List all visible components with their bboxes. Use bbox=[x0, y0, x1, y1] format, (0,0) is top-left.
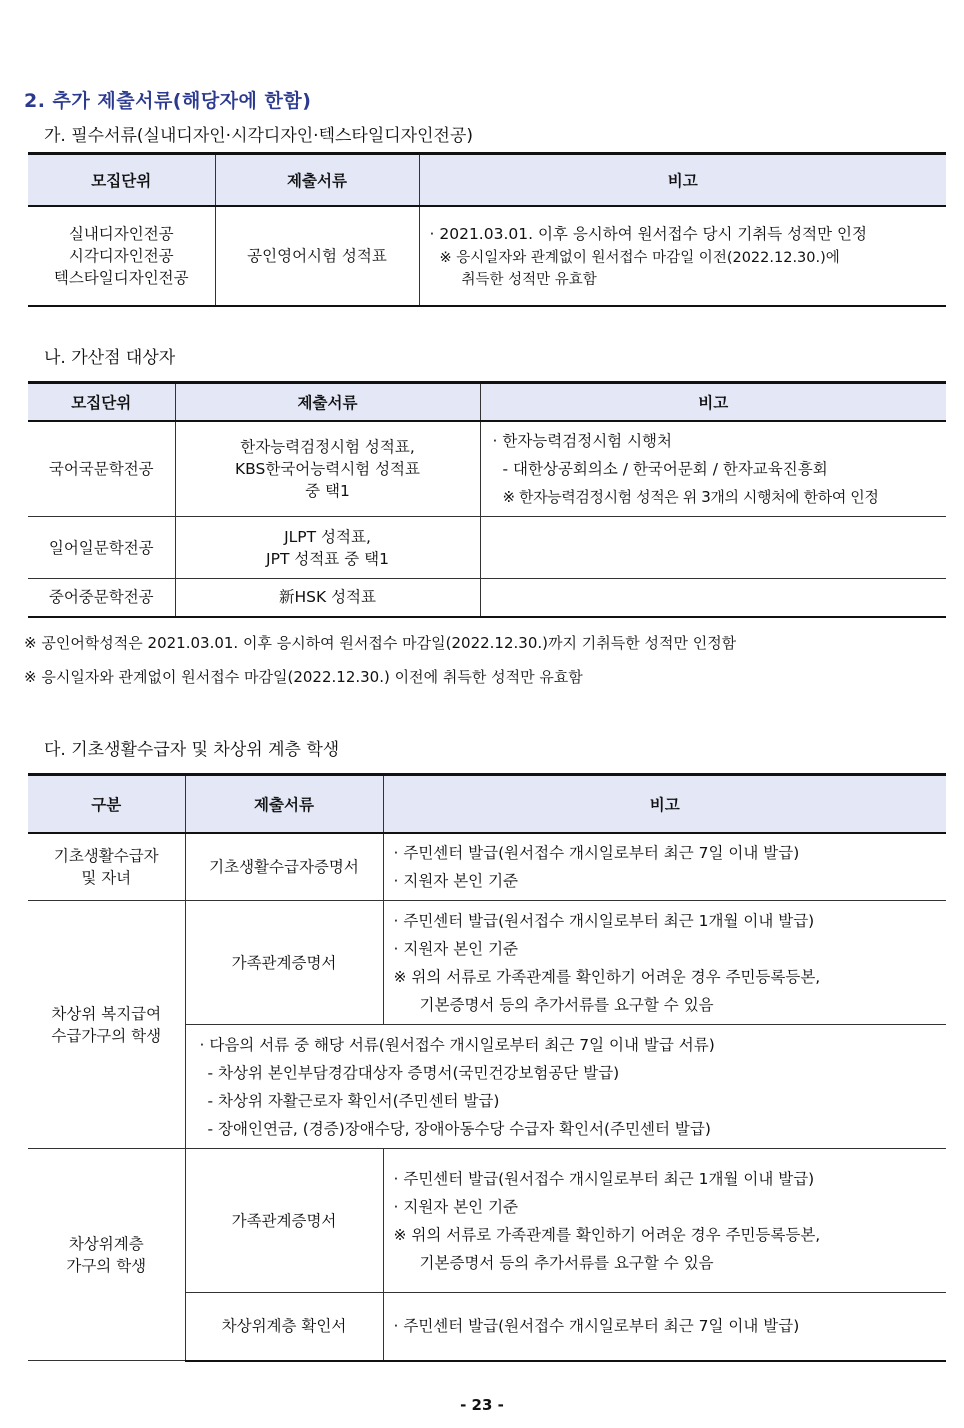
doc-cell: 가족관계증명서 bbox=[185, 1149, 383, 1293]
extra-docs-cell bbox=[185, 1025, 946, 1149]
note-cell: · 주민센터 발급(원서접수 개시일로부터 최근 7일 이내 발급) bbox=[383, 1293, 946, 1361]
unit-cell: 일어일문학전공 bbox=[28, 517, 175, 579]
low-income-documents-table bbox=[28, 773, 946, 1362]
category-line: 차상위 복지급여 bbox=[51, 1004, 162, 1023]
category-line: 기초생활수급자 bbox=[53, 846, 159, 865]
doc-line: JLPT 성적표, bbox=[284, 527, 371, 546]
doc-cell: 공인영어시험 성적표 bbox=[215, 206, 419, 306]
unit-cell: 국어국문학전공 bbox=[28, 421, 175, 517]
bonus-documents-table bbox=[28, 381, 946, 618]
note-line: · 지원자 본인 기준 bbox=[393, 939, 519, 958]
note-line: ※ 한자능력검정시험 성적은 위 3개의 시행처에 한하여 인정 bbox=[502, 487, 879, 506]
note-line: - 대한상공회의소 / 한국어문회 / 한자교육진흥회 bbox=[502, 459, 828, 478]
note-cell bbox=[383, 833, 946, 901]
category-cell bbox=[28, 901, 185, 1149]
unit-line: 텍스타일디자인전공 bbox=[53, 268, 189, 287]
note-cell bbox=[419, 206, 946, 306]
note-line: ※ 응시일자와 관계없이 원서접수 마감일 이전(2022.12.30.)에 bbox=[439, 249, 840, 266]
doc-cell: 가족관계증명서 bbox=[185, 901, 383, 1025]
unit-line: 실내디자인전공 bbox=[68, 224, 174, 243]
note-line: · 주민센터 발급(원서접수 개시일로부터 최근 1개월 이내 발급) bbox=[393, 1169, 815, 1188]
subsection-a-title: 가. 필수서류(실내디자인·시각디자인·텍스타일디자인전공) bbox=[44, 126, 474, 146]
header-note: 비고 bbox=[383, 775, 946, 833]
header-note: 비고 bbox=[480, 383, 946, 421]
doc-line: 한자능력검정시험 성적표, bbox=[240, 437, 415, 456]
category-line: 수급가구의 학생 bbox=[51, 1026, 162, 1045]
footnote: ※ 응시일자와 관계없이 원서접수 마감일(2022.12.30.) 이전에 취득한 성적만 유효함 bbox=[24, 668, 583, 686]
doc-line: KBS한국어능력시험 성적표 bbox=[234, 459, 421, 478]
note-cell bbox=[383, 1149, 946, 1293]
note-line: 취득한 성적만 유효함 bbox=[461, 271, 597, 288]
doc-cell: 차상위계층 확인서 bbox=[185, 1293, 383, 1361]
note-line: · 주민센터 발급(원서접수 개시일로부터 최근 7일 이내 발급) bbox=[393, 843, 800, 862]
doc-cell: 新HSK 성적표 bbox=[175, 579, 480, 617]
extra-line: - 차상위 자활근로자 확인서(주민센터 발급) bbox=[207, 1091, 500, 1110]
header-unit: 모집단위 bbox=[28, 383, 175, 421]
extra-line: - 장애인연금, (경증)장애수당, 장애아동수당 수급자 확인서(주민센터 발급) bbox=[207, 1119, 711, 1138]
doc-line: 중 택1 bbox=[305, 481, 350, 500]
note-line: 기본증명서 등의 추가서류를 요구할 수 있음 bbox=[419, 1253, 714, 1272]
note-line: · 주민센터 발급(원서접수 개시일로부터 최근 1개월 이내 발급) bbox=[393, 911, 815, 930]
required-documents-table bbox=[28, 152, 946, 307]
doc-cell bbox=[175, 421, 480, 517]
doc-cell bbox=[175, 517, 480, 579]
note-cell-empty bbox=[480, 579, 946, 617]
header-doc: 제출서류 bbox=[175, 383, 480, 421]
header-note: 비고 bbox=[419, 154, 946, 206]
note-cell-empty bbox=[480, 517, 946, 579]
note-line: · 지원자 본인 기준 bbox=[393, 1197, 519, 1216]
extra-line: · 다음의 서류 중 해당 서류(원서접수 개시일로부터 최근 7일 이내 발급 서류) bbox=[199, 1035, 715, 1054]
category-line: 차상위계층 bbox=[68, 1234, 144, 1253]
unit-line: 시각디자인전공 bbox=[68, 246, 174, 265]
extra-line: - 차상위 본인부담경감대상자 증명서(국민건강보험공단 발급) bbox=[207, 1063, 620, 1082]
note-line: 기본증명서 등의 추가서류를 요구할 수 있음 bbox=[419, 995, 714, 1014]
note-line: ※ 위의 서류로 가족관계를 확인하기 어려운 경우 주민등록등본, bbox=[393, 1225, 821, 1244]
category-line: 및 자녀 bbox=[81, 868, 132, 887]
header-doc: 제출서류 bbox=[215, 154, 419, 206]
note-cell bbox=[480, 421, 946, 517]
header-doc: 제출서류 bbox=[185, 775, 383, 833]
unit-cell bbox=[28, 206, 215, 306]
section-title: 2. 추가 제출서류(해당자에 한함) bbox=[24, 90, 312, 112]
category-line: 가구의 학생 bbox=[66, 1256, 147, 1275]
header-unit: 모집단위 bbox=[28, 154, 215, 206]
doc-cell: 기초생활수급자증명서 bbox=[185, 833, 383, 901]
note-cell bbox=[383, 901, 946, 1025]
doc-line: JPT 성적표 중 택1 bbox=[266, 549, 389, 568]
footnote: ※ 공인어학성적은 2021.03.01. 이후 응시하여 원서접수 마감일(2022.12.30.)까지 기취득한 성적만 인정함 bbox=[24, 634, 737, 652]
note-line: · 지원자 본인 기준 bbox=[393, 871, 519, 890]
header-category: 구분 bbox=[28, 775, 185, 833]
note-line: ※ 위의 서류로 가족관계를 확인하기 어려운 경우 주민등록등본, bbox=[393, 967, 821, 986]
subsection-c-title: 다. 기초생활수급자 및 차상위 계층 학생 bbox=[44, 740, 340, 760]
category-cell bbox=[28, 1149, 185, 1361]
category-cell bbox=[28, 833, 185, 901]
unit-cell: 중어중문학전공 bbox=[28, 579, 175, 617]
note-line: · 한자능력검정시험 시행처 bbox=[492, 431, 672, 450]
subsection-b-title: 나. 가산점 대상자 bbox=[44, 348, 176, 368]
note-line: · 2021.03.01. 이후 응시하여 원서접수 당시 기취득 성적만 인정 bbox=[429, 224, 867, 243]
page-number: - 23 - bbox=[460, 1396, 504, 1414]
